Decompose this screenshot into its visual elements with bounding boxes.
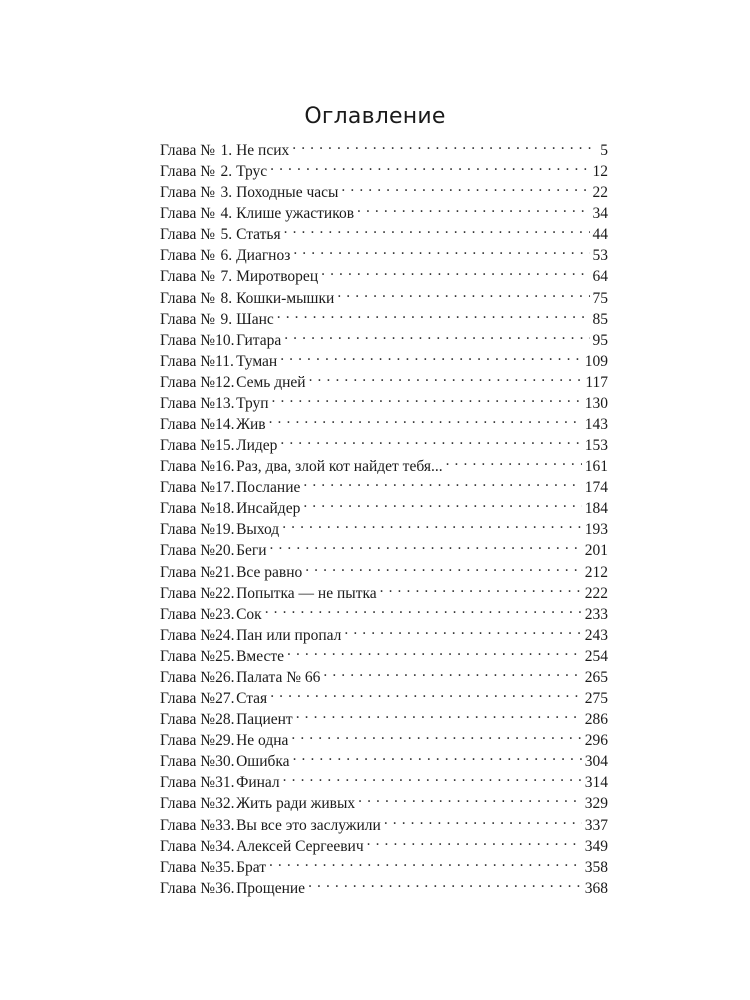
chapter-prefix: Глава № (160, 542, 216, 560)
chapter-title: Прощение (236, 879, 306, 897)
chapter-prefix: Глава № (160, 858, 216, 876)
dot-leader (282, 513, 582, 534)
page-number: 34 (592, 205, 608, 223)
chapter-prefix: Глава № (160, 226, 216, 244)
chapter-prefix: Глава № (160, 184, 216, 202)
chapter-prefix: Глава № (160, 394, 216, 412)
chapter-number: 18. (215, 500, 235, 518)
chapter-title: Брат (236, 858, 266, 876)
chapter-title: Попытка — не пытка (236, 584, 377, 602)
page-number: 337 (584, 816, 608, 834)
dot-leader (337, 282, 589, 303)
dot-leader (284, 324, 589, 345)
chapter-number: 24. (215, 626, 235, 644)
chapter-number: 14. (215, 416, 235, 434)
page-number: 193 (584, 521, 608, 539)
chapter-title: Палата № 66 (236, 668, 321, 686)
chapter-prefix: Глава № (160, 732, 216, 750)
page-number: 143 (584, 416, 608, 434)
page-number: 286 (584, 711, 608, 729)
chapter-title: Трус (236, 163, 268, 181)
chapter-title: Жив (236, 416, 266, 434)
page-number: 184 (584, 500, 608, 518)
chapter-title: Миротворец (236, 268, 319, 286)
page-number: 153 (584, 437, 608, 455)
chapter-number: 13. (215, 394, 235, 412)
chapter-prefix: Глава № (160, 352, 216, 370)
chapter-title: Жить ради живых (236, 795, 356, 813)
chapter-prefix: Глава № (160, 310, 216, 328)
page-number: 130 (584, 394, 608, 412)
chapter-title: Гитара (236, 331, 282, 349)
page-number: 358 (584, 858, 608, 876)
chapter-title: Туман (236, 352, 278, 370)
dot-leader (308, 872, 582, 893)
chapter-title: Вместе (236, 647, 285, 665)
chapter-prefix: Глава № (160, 795, 216, 813)
chapter-title: Послание (236, 479, 301, 497)
page-number: 233 (584, 605, 608, 623)
dot-leader (270, 155, 589, 176)
chapter-number: 10. (215, 331, 235, 349)
page-number: 201 (584, 542, 608, 560)
chapter-title: Выход (236, 521, 280, 539)
chapter-title: Семь дней (236, 373, 306, 391)
chapter-prefix: Глава № (160, 458, 216, 476)
chapter-prefix: Глава № (160, 837, 216, 855)
chapter-number: 33. (215, 816, 235, 834)
chapter-number: 15. (215, 437, 235, 455)
chapter-title: Диагноз (236, 247, 291, 265)
page-title: Оглавление (304, 104, 446, 129)
dot-leader (344, 619, 581, 640)
dot-leader (292, 134, 597, 155)
page-number: 222 (584, 584, 608, 602)
page-number: 75 (592, 289, 608, 307)
page-number: 304 (584, 753, 608, 771)
chapter-prefix: Глава № (160, 626, 216, 644)
chapter-title: Пациент (236, 711, 293, 729)
dot-leader (270, 682, 582, 703)
chapter-number: 32. (215, 795, 235, 813)
dot-leader (283, 766, 582, 787)
chapter-number: 30. (215, 753, 235, 771)
page-number: 64 (592, 268, 608, 286)
chapter-prefix: Глава № (160, 163, 216, 181)
chapter-title: Пан или пропал (236, 626, 342, 644)
dot-leader (287, 640, 582, 661)
chapter-title: Финал (236, 774, 280, 792)
chapter-prefix: Глава № (160, 879, 216, 897)
dot-leader (321, 260, 589, 281)
chapter-number: 35. (215, 858, 235, 876)
chapter-number: 7. (220, 268, 233, 286)
chapter-prefix: Глава № (160, 668, 216, 686)
page-number: 109 (584, 352, 608, 370)
dot-leader (323, 661, 581, 682)
chapter-number: 27. (215, 690, 235, 708)
page-number: 314 (584, 774, 608, 792)
chapter-number: 22. (215, 584, 235, 602)
chapter-prefix: Глава № (160, 479, 216, 497)
page-number: 95 (592, 331, 608, 349)
page-number: 22 (592, 184, 608, 202)
chapter-number: 9. (220, 310, 233, 328)
chapter-title: Не псих (236, 142, 290, 159)
dot-leader (357, 197, 589, 218)
page-number: 349 (584, 837, 608, 855)
dot-leader (358, 787, 582, 808)
dot-leader (277, 303, 590, 324)
chapter-title: Ошибка (236, 753, 290, 771)
dot-leader (293, 239, 589, 260)
chapter-number: 28. (215, 711, 235, 729)
page-number: 5 (600, 142, 608, 159)
chapter-prefix: Глава № (160, 563, 216, 581)
page-number: 53 (592, 247, 608, 265)
chapter-prefix: Глава № (160, 753, 216, 771)
dot-leader (309, 366, 583, 387)
page-number: 275 (584, 690, 608, 708)
chapter-number: 26. (215, 668, 235, 686)
page-number: 329 (584, 795, 608, 813)
dot-leader (367, 830, 582, 851)
dot-leader (384, 809, 582, 830)
chapter-title: Походные часы (236, 184, 339, 202)
dot-leader (303, 492, 581, 513)
dot-leader (305, 556, 582, 577)
chapter-number: 29. (215, 732, 235, 750)
chapter-title: Кошки-мышки (236, 289, 335, 307)
chapter-title: Все равно (236, 563, 303, 581)
dot-leader (270, 534, 582, 555)
page-number: 296 (584, 732, 608, 750)
chapter-number: 5. (220, 226, 233, 244)
chapter-number: 23. (215, 605, 235, 623)
page-number: 117 (585, 373, 608, 391)
chapter-title: Алексей Сергеевич (236, 837, 364, 855)
chapter-prefix: Глава № (160, 774, 216, 792)
page-number: 254 (584, 647, 608, 665)
chapter-number: 6. (220, 247, 233, 265)
chapter-prefix: Глава № (160, 331, 216, 349)
chapter-title: Статья (236, 226, 281, 244)
chapter-prefix: Глава № (160, 205, 216, 223)
dot-leader (380, 577, 582, 598)
chapter-number: 11. (215, 352, 234, 370)
chapter-number: 17. (215, 479, 235, 497)
page-number: 368 (584, 879, 608, 897)
dot-leader (293, 745, 582, 766)
page-number: 44 (592, 226, 608, 244)
chapter-title: Лидер (236, 437, 278, 455)
dot-leader (296, 703, 582, 724)
chapter-prefix: Глава № (160, 647, 216, 665)
chapter-prefix: Глава № (160, 142, 216, 159)
chapter-number: 31. (215, 774, 235, 792)
toc-entry (160, 134, 608, 159)
dot-leader (265, 598, 582, 619)
chapter-title: Стая (236, 690, 268, 708)
chapter-number: 12. (215, 373, 235, 391)
dot-leader (341, 176, 589, 197)
page-number: 12 (592, 163, 608, 181)
chapter-prefix: Глава № (160, 690, 216, 708)
chapter-number: 19. (215, 521, 235, 539)
dot-leader (446, 450, 582, 471)
chapter-number: 3. (220, 184, 233, 202)
chapter-title: Клише ужастиков (236, 205, 355, 223)
chapter-number: 2. (220, 163, 233, 181)
page-number: 265 (584, 668, 608, 686)
chapter-prefix: Глава № (160, 816, 216, 834)
dot-leader (303, 471, 581, 492)
dot-leader (284, 218, 590, 239)
chapter-title: Шанс (236, 310, 274, 328)
page-number: 212 (584, 563, 608, 581)
chapter-prefix: Глава № (160, 416, 216, 434)
chapter-title: Сок (236, 605, 262, 623)
dot-leader (280, 345, 582, 366)
dot-leader (269, 408, 582, 429)
page-number: 174 (584, 479, 608, 497)
chapter-title: Инсайдер (236, 500, 301, 518)
page-number: 243 (584, 626, 608, 644)
dot-leader (269, 851, 582, 872)
chapter-title: Труп (236, 394, 269, 412)
chapter-prefix: Глава № (160, 268, 216, 286)
chapter-prefix: Глава № (160, 373, 216, 391)
table-of-contents (160, 134, 608, 897)
chapter-prefix: Глава № (160, 711, 216, 729)
chapter-prefix: Глава № (160, 247, 216, 265)
chapter-title: Беги (236, 542, 267, 560)
chapter-title: Не одна (236, 732, 289, 750)
chapter-number: 21. (215, 563, 235, 581)
chapter-prefix: Глава № (160, 437, 216, 455)
chapter-number: 4. (220, 205, 233, 223)
chapter-number: 8. (220, 289, 233, 307)
chapter-prefix: Глава № (160, 500, 216, 518)
chapter-prefix: Глава № (160, 605, 216, 623)
chapter-number: 20. (215, 542, 235, 560)
chapter-number: 34. (215, 837, 235, 855)
dot-leader (272, 387, 582, 408)
dot-leader (280, 429, 581, 450)
chapter-prefix: Глава № (160, 289, 216, 307)
chapter-number: 16. (215, 458, 235, 476)
chapter-title: Вы все это заслужили (236, 816, 381, 834)
chapter-number: 1. (220, 142, 233, 159)
chapter-prefix: Глава № (160, 584, 216, 602)
chapter-number: 36. (215, 879, 235, 897)
page-number: 85 (592, 310, 608, 328)
chapter-number: 25. (215, 647, 235, 665)
dot-leader (291, 724, 581, 745)
chapter-prefix: Глава № (160, 521, 216, 539)
chapter-title: Раз, два, злой кот найдет тебя... (236, 458, 443, 476)
page-number: 161 (584, 458, 608, 476)
